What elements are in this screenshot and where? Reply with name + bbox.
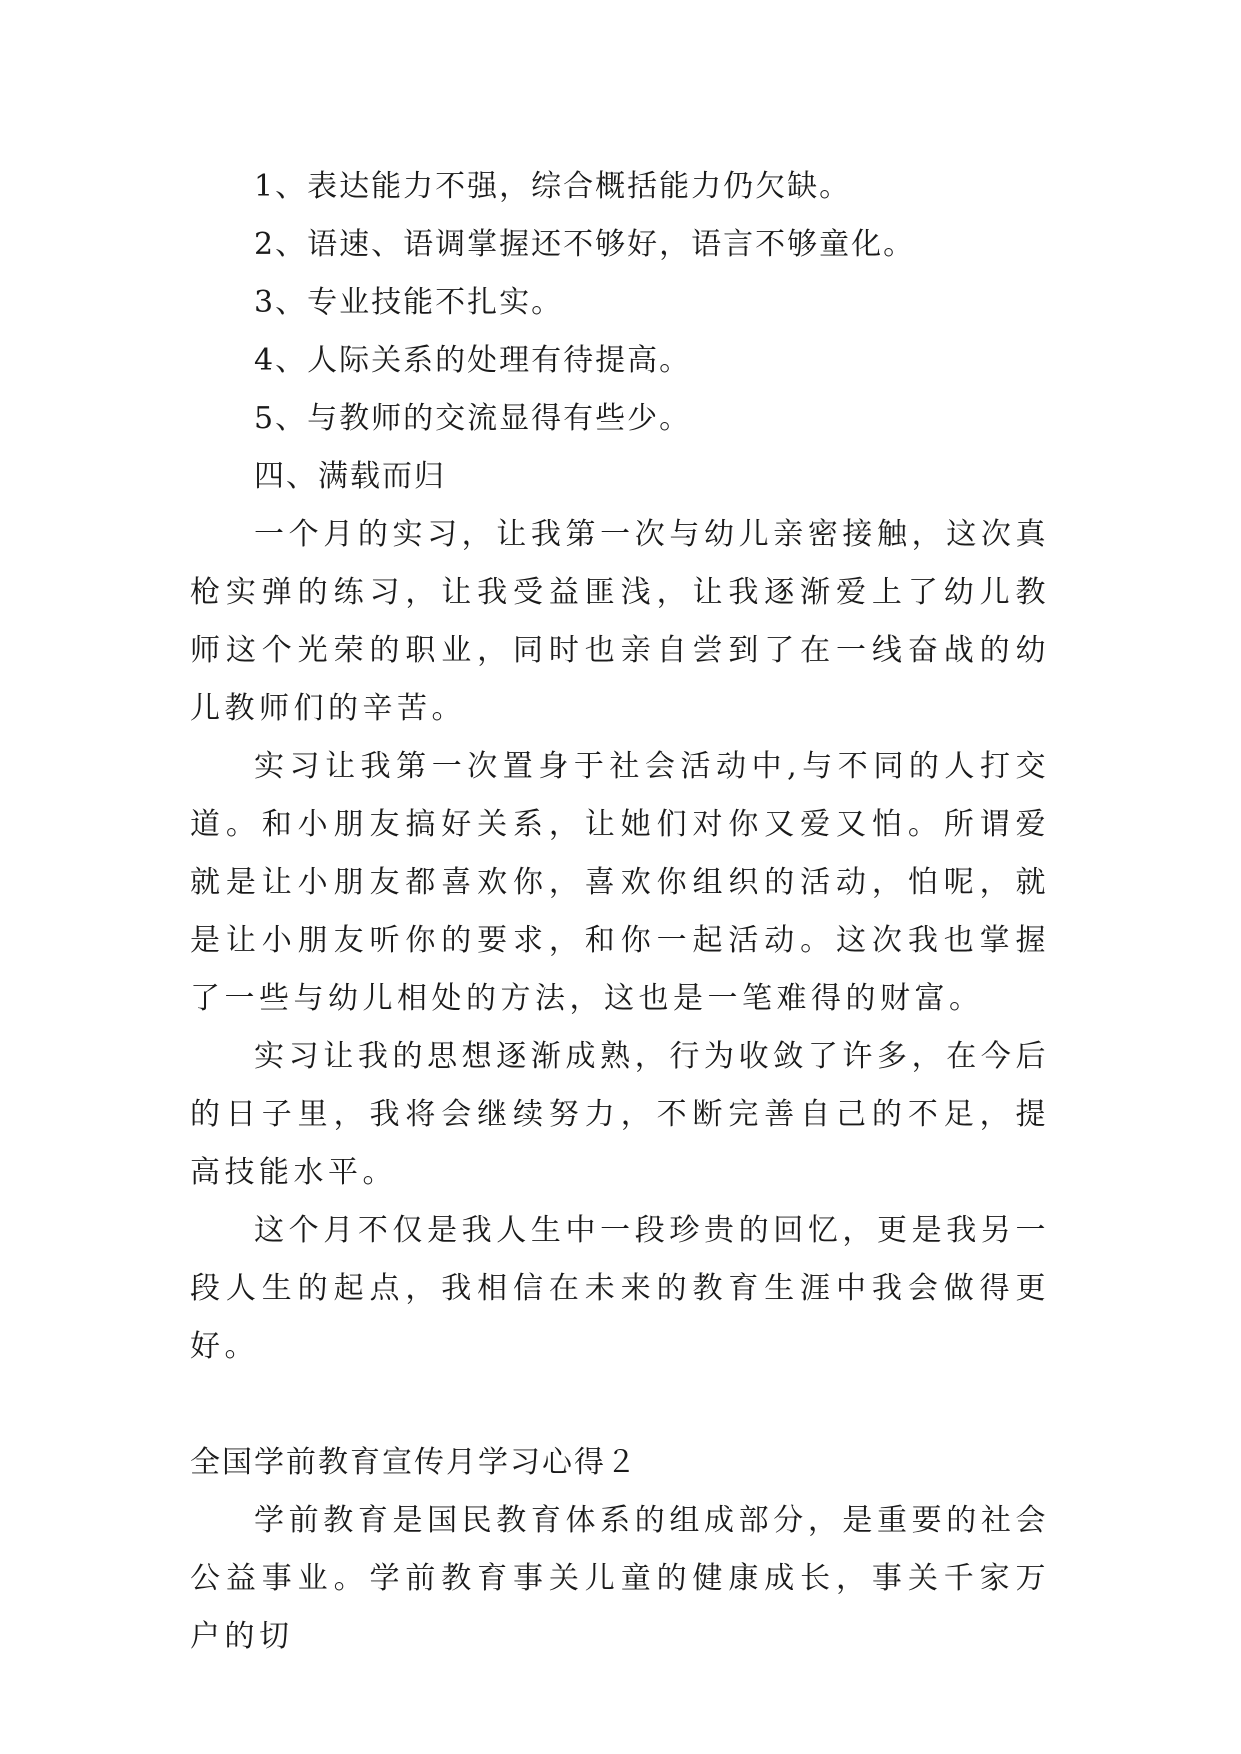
list-item-5: 5、与教师的交流显得有些少。 — [254, 401, 692, 436]
section-title: 全国学前教育宣传月学习心得２ — [190, 1445, 638, 1480]
section-paragraph-1: 学前教育是国民教育体系的组成部分，是重要的社会公益事业。学前教育事关儿童的健康成长，事关千家万户的切 — [190, 1503, 1050, 1654]
list-item-3: 3、专业技能不扎实。 — [254, 285, 564, 320]
subsection-heading: 四、满载而归 — [254, 459, 446, 494]
document-body — [190, 158, 1050, 1666]
list-item-4: 4、人际关系的处理有待提高。 — [254, 343, 692, 378]
paragraph-4: 这个月不仅是我人生中一段珍贵的回忆，更是我另一段人生的起点，我相信在未来的教育生涯中我会做得更好。 — [190, 1213, 1050, 1364]
paragraph-3: 实习让我的思想逐渐成熟，行为收敛了许多，在今后的日子里，我将会继续努力，不断完善自己的不足，提高技能水平。 — [190, 1039, 1050, 1190]
paragraph-1: 一个月的实习，让我第一次与幼儿亲密接触，这次真枪实弹的练习，让我受益匪浅，让我逐渐爱上了幼儿教师这个光荣的职业，同时也亲自尝到了在一线奋战的幼儿教师们的辛苦。 — [190, 517, 1050, 726]
paragraph-2: 实习让我第一次置身于社会活动中,与不同的人打交道。和小朋友搞好关系，让她们对你又爱又怕。所谓爱就是让小朋友都喜欢你，喜欢你组织的活动，怕呢，就是让小朋友听你的要求，和你一起活动。这次我也掌握了一些与幼儿相处的方法，这也是一笔难得的财富。 — [190, 749, 1050, 1016]
list-item-1: 1、表达能力不强，综合概括能力仍欠缺。 — [254, 169, 852, 204]
list-item-2: 2、语速、语调掌握还不够好，语言不够童化。 — [254, 227, 916, 262]
